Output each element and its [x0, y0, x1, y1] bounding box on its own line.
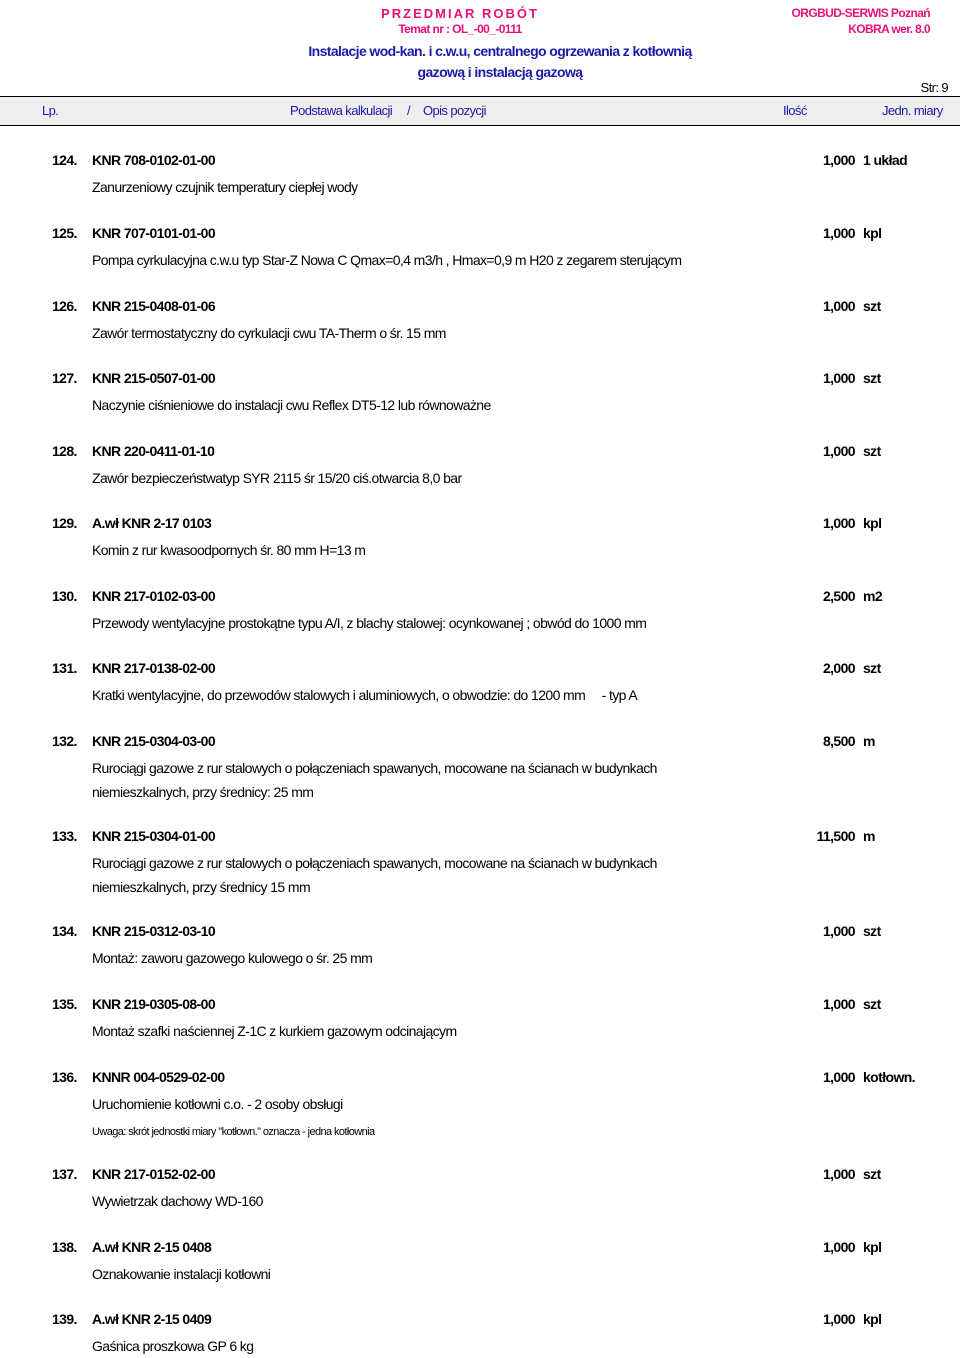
column-lp: Lp.: [42, 103, 59, 118]
item-code: KNR 215-0312-03-10: [92, 923, 216, 939]
item-number: 139.: [52, 1311, 77, 1327]
item-quantity: 8,500: [822, 733, 855, 749]
item-quantity: 11,500: [816, 828, 855, 844]
description-line: Pompa cyrkulacyjna c.w.u typ Star-Z Nowa C Qmax=0,4 m3/h , Hmax=0,9 m H20 z zegarem sterującym: [92, 252, 682, 268]
description-line: Komin z rur kwasoodpornych śr. 80 mm H=13 m: [92, 542, 366, 558]
item-description: [92, 683, 882, 707]
item-description: [92, 393, 882, 417]
item-quantity: 1,000: [822, 515, 855, 531]
item-unit: szt: [863, 923, 881, 939]
item-quantity: 1,000: [822, 1166, 855, 1182]
item-code: KNR 707-0101-01-00: [92, 225, 216, 241]
column-podstawa: Podstawa kalkulacji: [290, 103, 393, 118]
item-unit: szt: [863, 443, 881, 459]
description-line: Wywietrzak dachowy WD-160: [92, 1193, 263, 1209]
item-description: [92, 611, 882, 635]
item-number: 135.: [52, 996, 77, 1012]
item-quantity: 1,000: [822, 370, 855, 386]
item-code: KNR 215-0408-01-06: [92, 298, 216, 314]
item-quantity: 1,000: [822, 298, 855, 314]
item-number: 130.: [52, 588, 77, 604]
item-number: 128.: [52, 443, 77, 459]
item-unit: m: [863, 733, 875, 749]
item-code: A.wł KNR 2-15 0409: [92, 1311, 212, 1327]
item-description: [92, 756, 882, 804]
column-opis: Opis pozycji: [423, 103, 486, 118]
project-title-line-1: Instalacje wod-kan. i c.w.u, centralnego ogrzewania z kotłownią: [308, 43, 692, 59]
item-code: KNR 215-0507-01-00: [92, 370, 216, 386]
item-number: 138.: [52, 1239, 77, 1255]
item-number: 134.: [52, 923, 77, 939]
column-separator: /: [407, 103, 411, 118]
description-line: Gaśnica proszkowa GP 6 kg: [92, 1338, 254, 1354]
column-jedn: Jedn. miary: [882, 103, 943, 118]
item-quantity: 1,000: [822, 152, 855, 168]
item-unit: m: [863, 828, 875, 844]
item-unit: szt: [863, 370, 881, 386]
description-line: niemieszkalnych, przy średnicy: 25 mm: [92, 784, 314, 800]
item-description: [92, 1019, 882, 1043]
item-unit: szt: [863, 298, 881, 314]
column-header-bar: [0, 96, 960, 126]
item-quantity: 2,000: [822, 660, 855, 676]
item-code: A.wł KNR 2-17 0103: [92, 515, 212, 531]
item-number: 131.: [52, 660, 77, 676]
description-line: Naczynie ciśnieniowe do instalacji cwu Reflex DT5-12 lub równoważne: [92, 397, 491, 413]
item-number: 129.: [52, 515, 77, 531]
item-unit: szt: [863, 660, 881, 676]
item-description: [92, 946, 882, 970]
item-description: [92, 538, 882, 562]
description-line: Montaż: zaworu gazowego kulowego o śr. 25 mm: [92, 950, 373, 966]
item-unit: kotłown.: [863, 1069, 915, 1085]
column-ilosc: Ilość: [783, 103, 807, 118]
item-quantity: 1,000: [822, 1069, 855, 1085]
item-description: [92, 248, 882, 272]
item-description: [92, 1334, 882, 1358]
project-title-line-2: gazową i instalacją gazową: [417, 64, 583, 80]
description-line: Zawór bezpieczeństwatyp SYR 2115 śr 15/20 ciś.otwarcia 8,0 bar: [92, 470, 462, 486]
item-unit: m2: [863, 588, 883, 604]
item-description: [92, 1262, 882, 1286]
item-number: 127.: [52, 370, 77, 386]
description-line: Zawór termostatyczny do cyrkulacji cwu TA-Therm o śr. 15 mm: [92, 325, 446, 341]
item-code: KNR 708-0102-01-00: [92, 152, 216, 168]
unit-note: Uwaga: skrót jednostki miary "kotłown." oznacza - jedna kotłownia: [92, 1126, 375, 1138]
item-number: 136.: [52, 1069, 77, 1085]
item-code: KNR 217-0152-02-00: [92, 1166, 216, 1182]
item-number: 124.: [52, 152, 77, 168]
software-version: KOBRA wer. 8.0: [848, 22, 930, 36]
item-number: 137.: [52, 1166, 77, 1182]
temat-number: Temat nr : OL_-00_-0111: [398, 22, 522, 36]
item-code: KNR 215-0304-03-00: [92, 733, 216, 749]
item-quantity: 1,000: [822, 1239, 855, 1255]
description-line: Kratki wentylacyjne, do przewodów stalowych i aluminiowych, o obwodzie: do 1200 mm - typ A: [92, 687, 638, 703]
item-quantity: 1,000: [822, 1311, 855, 1327]
item-description: [92, 175, 882, 199]
item-code: A.wł KNR 2-15 0408: [92, 1239, 212, 1255]
item-code: KNR 217-0138-02-00: [92, 660, 216, 676]
item-unit: kpl: [863, 515, 882, 531]
item-description: [92, 1092, 882, 1116]
item-unit: 1 układ: [863, 152, 908, 168]
item-quantity: 1,000: [822, 225, 855, 241]
item-code: KNNR 004-0529-02-00: [92, 1069, 225, 1085]
item-description: [92, 851, 882, 899]
page-number: Str: 9: [920, 80, 948, 95]
item-quantity: 1,000: [822, 923, 855, 939]
item-quantity: 1,000: [822, 443, 855, 459]
item-code: KNR 215-0304-01-00: [92, 828, 216, 844]
item-description: [92, 321, 882, 345]
item-code: KNR 219-0305-08-00: [92, 996, 216, 1012]
company-name: ORGBUD-SERWIS Poznań: [791, 6, 930, 20]
item-description: [92, 466, 882, 490]
description-line: Montaż szafki naściennej Z-1C z kurkiem gazowym odcinającym: [92, 1023, 457, 1039]
description-line: Przewody wentylacyjne prostokątne typu A/I, z blachy stalowej: ocynkowanej ; obwód do 1000 mm: [92, 615, 647, 631]
item-description: [92, 1189, 882, 1213]
item-unit: kpl: [863, 225, 882, 241]
item-quantity: 2,500: [822, 588, 855, 604]
description-line: Rurociągi gazowe z rur stalowych o połączeniach spawanych, mocowane na ścianach w budynkach: [92, 855, 657, 871]
item-code: KNR 217-0102-03-00: [92, 588, 216, 604]
item-unit: kpl: [863, 1311, 882, 1327]
item-unit: kpl: [863, 1239, 882, 1255]
description-line: Uruchomienie kotłowni c.o. - 2 osoby obsługi: [92, 1096, 343, 1112]
item-number: 133.: [52, 828, 77, 844]
description-line: Zanurzeniowy czujnik temperatury ciepłej wody: [92, 179, 358, 195]
item-unit: szt: [863, 1166, 881, 1182]
item-number: 126.: [52, 298, 77, 314]
item-number: 132.: [52, 733, 77, 749]
item-quantity: 1,000: [822, 996, 855, 1012]
item-code: KNR 220-0411-01-10: [92, 443, 215, 459]
description-line: Oznakowanie instalacji kotłowni: [92, 1266, 271, 1282]
document-title: PRZEDMIAR ROBÓT: [381, 6, 539, 21]
description-line: niemieszkalnych, przy średnicy 15 mm: [92, 879, 311, 895]
item-number: 125.: [52, 225, 77, 241]
description-line: Rurociągi gazowe z rur stalowych o połączeniach spawanych, mocowane na ścianach w budynkach: [92, 760, 657, 776]
item-unit: szt: [863, 996, 881, 1012]
